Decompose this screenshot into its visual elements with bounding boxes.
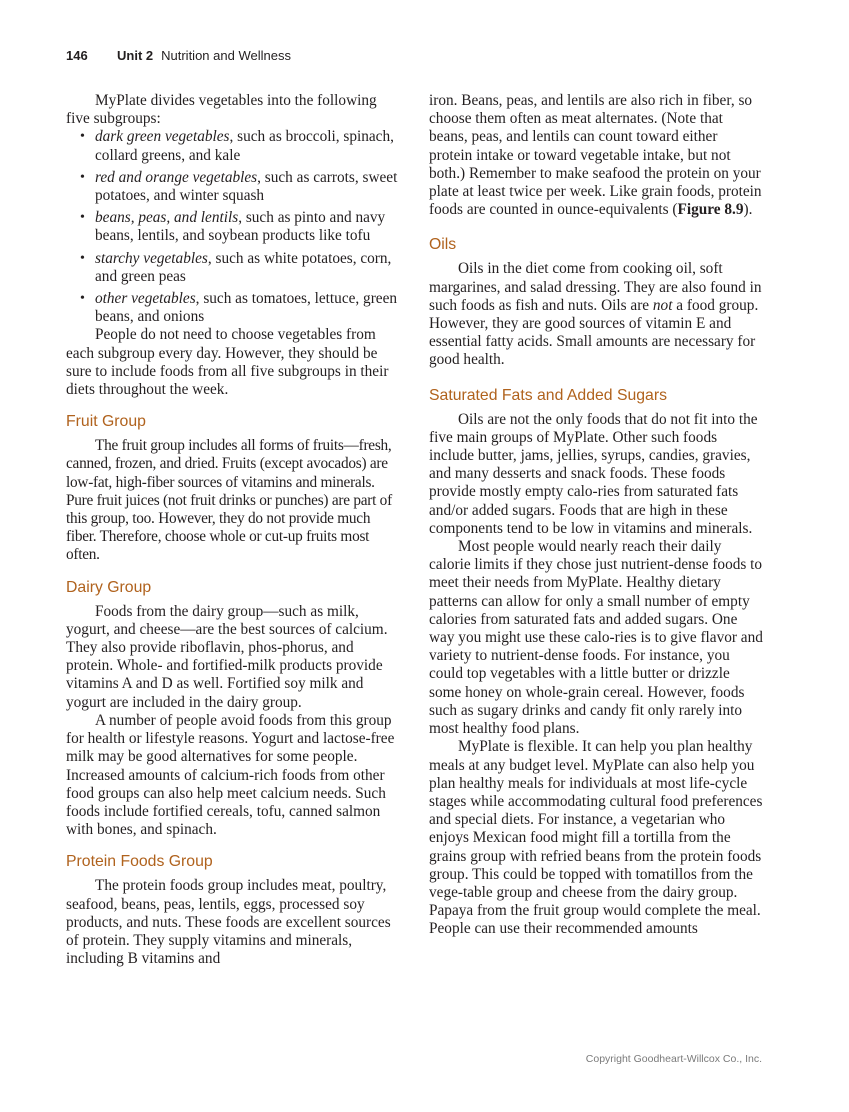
protein-paragraph-continued xyxy=(429,92,763,219)
protein-paragraph-start: The protein foods group includes meat, poultry, seafood, beans, peas, lentils, eggs, processed soy products, and nuts. These foods are excellent sources of protein. They supply vitamins and minerals, including B vitamins and xyxy=(66,877,391,968)
subgroup-term: starchy vegetables xyxy=(95,249,208,267)
subgroup-term: beans, peas, and lentils xyxy=(95,209,239,227)
protein-continued-end: ). xyxy=(743,201,753,219)
left-column xyxy=(66,92,400,968)
right-column xyxy=(429,92,763,939)
unit-label: Unit 2 xyxy=(117,48,154,63)
subgroup-description: , such as carrots, sweet potatoes, and winter squash xyxy=(95,168,398,205)
list-item xyxy=(66,290,400,326)
list-item xyxy=(66,209,400,245)
fruit-group-heading: Fruit Group xyxy=(66,413,146,431)
oils-paragraph xyxy=(429,260,763,369)
vegetable-variety-paragraph: People do not need to choose vegetables from each subgroup every day. However, they should be sure to include foods from all five subgroups in their diets throughout the week. xyxy=(66,326,389,399)
subgroup-description: , such as broccoli, spinach, collard greens, and kale xyxy=(95,128,394,164)
page-number: 146 xyxy=(66,48,88,63)
oils-text: Oils in the diet come from cooking oil, soft margarines, and salad dressing. They are also found in such foods as fish and nuts. Oils are xyxy=(429,260,762,314)
subgroup-description: , such as tomatoes, lettuce, green beans, and onions xyxy=(95,290,398,326)
subgroup-term: dark green vegetables xyxy=(95,128,230,146)
dairy-paragraph-2: A number of people avoid foods from this group for health or lifestyle reasons. Yogurt and lactose-free milk may be good alternatives for some people. Increased amounts of calcium-rich foods from other food groups can also help meet calcium needs. Such foods include fortified cereals, tofu, canned salmon with bones, and spinach. xyxy=(66,711,395,839)
list-item xyxy=(66,250,400,286)
list-item xyxy=(66,128,400,164)
unit-title: Nutrition and Wellness xyxy=(161,48,291,63)
oils-emphasis: not xyxy=(652,296,673,314)
oils-text-end: a food group. However, they are good sources of vitamin E and essential fatty acids. Small amounts are necessary for good health. xyxy=(429,296,759,369)
subgroup-term: red and orange vegetables xyxy=(95,168,258,186)
vegetable-intro-paragraph: MyPlate divides vegetables into the following five subgroups: xyxy=(66,92,377,128)
dairy-group-heading: Dairy Group xyxy=(66,578,152,596)
copyright-footer: Copyright Goodheart-Willcox Co., Inc. xyxy=(585,1053,762,1065)
list-item xyxy=(66,169,400,205)
dairy-paragraph-1: Foods from the dairy group—such as milk, yogurt, and cheese—are the best sources of calcium. They also provide riboflavin, phos-phorus, and protein. Whole- and fortified-milk products provide vitamins A and D as well. Fortified soy milk and yogurt are included in the dairy group. xyxy=(66,602,388,711)
protein-group-heading: Protein Foods Group xyxy=(66,853,213,871)
subgroup-term: other vegetables xyxy=(95,290,196,308)
figure-reference: Figure 8.9 xyxy=(677,201,744,219)
subgroup-description: , such as white potatoes, corn, and green peas xyxy=(95,249,392,285)
vegetable-subgroups-list xyxy=(66,128,400,326)
oils-heading: Oils xyxy=(429,236,457,254)
subgroup-description: , such as pinto and navy beans, lentils, and soybean products like tofu xyxy=(95,209,386,245)
myplate-flexible-paragraph: MyPlate is flexible. It can help you plan healthy meals at any budget level. MyPlate can also help you plan healthy meals for individuals at most life-cycle stages while accommodating cultural food preferences and special diets. For instance, a vegetarian who enjoys Mexican food might fill a tortilla from the grains group with refried beans from the protein foods group. This could be topped with tomatillos from the vege-table group and cheese from the dairy group. Papaya from the fruit group would complete the meal. People can use their recommended amounts xyxy=(429,738,763,938)
running-header xyxy=(66,48,291,63)
protein-continued-text: iron. Beans, peas, and lentils are also rich in fiber, so choose them often as meat alternates. (Note that beans, peas, and lentils can count toward either protein intake or toward vegetable intake, but not both.) Remember to make seafood the protein on your plate at least twice per week. Like grain foods, protein foods are counted in ounce-equivalents ( xyxy=(429,92,762,219)
fats-paragraph-2: Most people would nearly reach their daily calorie limits if they chose just nutrient-dense foods to meet their needs from MyPlate. Healthy dietary patterns can allow for only a small number of empty calories from saturated fats and added sugars. One way you might use these calo-ries is to give flavor and variety to nutrient-dense foods. For instance, you could top vegetables with a little butter or drizzle some honey on whole-grain cereal. However, foods such as sugary drinks and candy fit only rarely into most healthy food plans. xyxy=(429,538,763,738)
fruit-group-paragraph: The fruit group includes all forms of fruits—fresh, canned, frozen, and dried. Fruits (except avocados) are low-fat, high-fiber sources of vitamins and minerals. Pure fruit juices (not fruit drinks or punches) are part of this group, too. However, they do not provide much fiber. Therefore, choose whole or cut-up fruits most often. xyxy=(66,437,392,564)
fats-paragraph-1: Oils are not the only foods that do not fit into the five main groups of MyPlate. Other such foods include butter, jams, jellies, syrups, candies, gravies, and many desserts and snack foods. These foods provide mostly empty calo-ries from saturated fats and/or added sugars. Foods that are high in these components tend to be low in vitamins and minerals. xyxy=(429,410,758,537)
saturated-fats-heading: Saturated Fats and Added Sugars xyxy=(429,386,667,404)
